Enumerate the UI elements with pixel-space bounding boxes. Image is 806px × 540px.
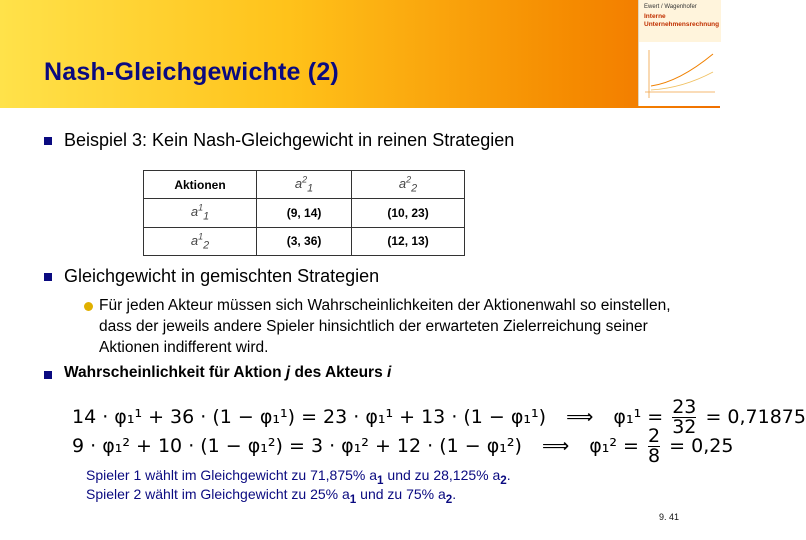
bullet-probability: Wahrscheinlichkeit für Aktion j des Akteurs i [64,364,392,381]
formula-lhs: 14 · φ₁¹ + 36 · (1 − φ₁¹) = 23 · φ₁¹ + 13 · (1 − φ₁¹) [72,406,547,428]
table-cell: (3, 36) [257,227,352,255]
book-cover-graphic [639,42,721,106]
book-cover-thumbnail [638,0,721,106]
table-row [144,199,465,227]
sub-bullet-dot-icon [84,302,93,311]
fraction-denominator: 8 [648,445,661,467]
page-number: 9. 41 [659,512,680,522]
implies-arrow-icon: ⟹ [566,406,594,428]
table-cell: (12, 13) [352,227,465,255]
bullet-square-icon [44,273,52,281]
table-header-cell: $a^2_1$ [257,171,352,199]
book-title-line1: Interne [644,13,666,20]
formula-value: = 0,71875 [705,406,806,428]
table-cell: (10, 23) [352,199,465,227]
result-player2: Spieler 2 wählt im Gleichgewicht zu 25% $a_1$ und zu 75% $a_2$. [86,486,457,506]
book-title-line2: Unternehmensrechnung [644,21,720,28]
formula-value: = 0,25 [669,435,734,457]
fraction-numerator: 2 [648,425,661,447]
bullet-square-icon [44,137,52,145]
table-header-cell: Aktionen [144,171,257,199]
sub-bullet-text: Für jeden Akteur müssen sich Wahrscheinlichkeiten der Aktionenwahl so einstellen, dass der jeweils andere Spieler hinsichtlich der erwarteten Zielerreichung seiner Aktionen indifferent wird. [99,297,671,356]
formula-var: φ₁¹ = [613,406,664,428]
header-banner [0,0,720,108]
row-label: $a^1_2$ [144,227,257,255]
book-authors: Ewert / Wagenhofer [644,4,697,10]
row-label: $a^1_1$ [144,199,257,227]
fraction-numerator: 23 [672,396,697,418]
implies-arrow-icon: ⟹ [541,435,570,457]
table-header-row [144,171,465,199]
bullet-example3: Beispiel 3: Kein Nash-Gleichgewicht in reinen Strategien [64,130,515,150]
payoff-table [143,170,465,256]
fraction-denominator: 32 [672,416,697,438]
result-player1: Spieler 1 wählt im Gleichgewicht zu 71,875% $a_1$ und zu 28,125% $a_2$. [86,467,511,487]
bullet-square-icon [44,371,52,379]
bullet-mixed-strategies: Gleichgewicht in gemischten Strategien [64,266,380,286]
slide-title: Nash-Gleichgewichte (2) [44,58,339,86]
formula-var: φ₁² = [589,435,639,457]
formula-player2 [72,427,733,466]
table-header-cell: $a^2_2$ [352,171,465,199]
formula-lhs: 9 · φ₁² + 10 · (1 − φ₁²) = 3 · φ₁² + 12 · (1 − φ₁²) [72,435,522,457]
table-cell: (9, 14) [257,199,352,227]
table-row [144,227,465,255]
